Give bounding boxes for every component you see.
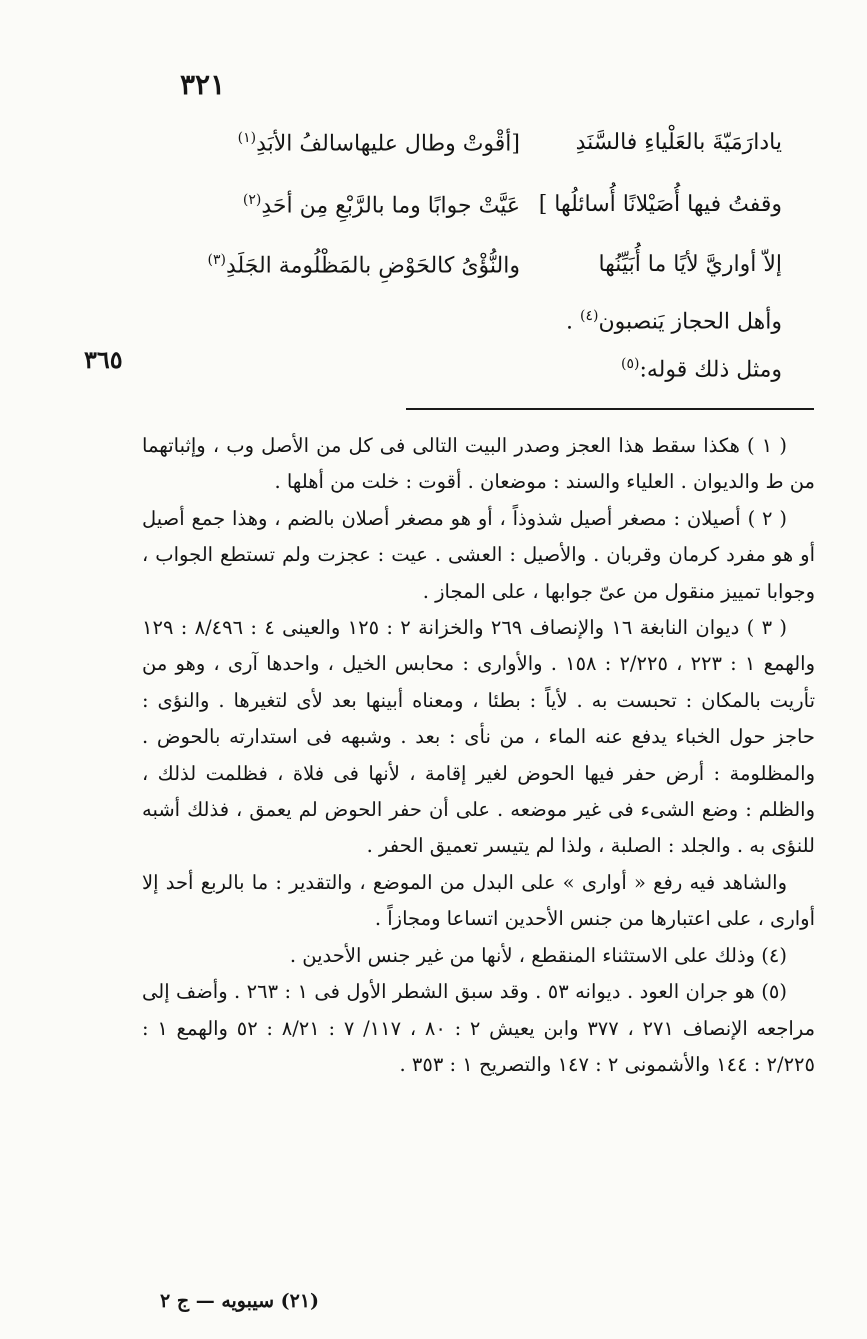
margin-number: ٣٦٥ bbox=[84, 345, 123, 374]
verse-text: [أقْوتْ وطال عليهاسالفُ الأبَدِ bbox=[256, 131, 520, 157]
prose-text: وأهل الحجاز يَنصبون bbox=[598, 309, 782, 335]
footnote-marker: (٢) bbox=[242, 192, 262, 208]
prose-line bbox=[150, 308, 782, 334]
verse-first-hemistich: وقفتُ فيها أُصَيْلانًا أُسائلُها ] bbox=[538, 192, 782, 217]
verse-second-hemistich bbox=[243, 192, 520, 218]
verse-text: عَيَّتْ جوابًا وما بالرَّبْعِ مِن أحَدِ bbox=[261, 193, 520, 219]
footnote-4: (٤) وذلك على الاستثناء المنقطع ، لأنها من غير جنس الأحدين . bbox=[289, 943, 787, 967]
verse-line bbox=[150, 130, 782, 174]
footnotes-section bbox=[142, 428, 815, 1083]
verse-first-hemistich: يادارَمَيّةَ بالعَلْياءِ فالسَّنَدِ bbox=[575, 130, 782, 155]
verse-text: والنُّؤْىُ كالحَوْضِ بالمَظْلُومة الجَلَدِ bbox=[225, 253, 520, 279]
footnote-2: ( ٢ ) أصيلان : مصغر أصيل شذوذاً ، أو هو مصغر أصلان بالضم ، وهذا جمع أصيل أو هو مفرد كرمان وقربان . والأصيل : العشى . عيت : عجزت ولم تستطع الجواب ، وجوابا تمييز منقول من عىّ جوابها ، على المجاز . bbox=[142, 506, 815, 603]
footnote-marker: (٥) bbox=[621, 356, 640, 372]
footnote-separator-rule bbox=[406, 408, 814, 410]
verse-second-hemistich bbox=[238, 130, 520, 156]
page-footer: (٢١) سيبويه — ج ٢ bbox=[160, 1290, 320, 1312]
verse-line bbox=[150, 252, 782, 296]
footnote-marker: (٣) bbox=[207, 252, 226, 268]
prose-tail: . bbox=[566, 309, 580, 335]
footnote-marker: (١) bbox=[237, 130, 257, 146]
prose-line bbox=[150, 356, 782, 382]
footnote-1: ( ١ ) هكذا سقط هذا العجز وصدر البيت التالى فى كل من الأصل وب ، وإثباتهما من ط والديوان . العلياء والسند : موضعان . أقوت : خلت من أهلها . bbox=[142, 434, 815, 494]
verse-second-hemistich bbox=[207, 252, 520, 278]
verse-first-hemistich: إلاّ أواريَّ لأيًا ما أُبَيِّنُها bbox=[598, 252, 782, 277]
footnote-3-continuation: والشاهد فيه رفع « أوارى » على البدل من الموضع ، والتقدير : ما بالربع أحد إلا أوارى ، على اعتبارها من جنس الأحدين اتساعا ومجازاً . bbox=[142, 870, 815, 931]
prose-text: ومثل ذلك قوله: bbox=[639, 357, 782, 383]
footnote-3: ( ٣ ) ديوان النابغة ١٦ والإنصاف ٢٦٩ والخزانة ٢ : ١٢٥ والعينى ٤ : ٨/٤٩٦ : ١٢٩ والهمع ١ : ٢٢٣ ، ٢/٢٢٥ : ١٥٨ . والأوارى : محابس الخيل ، واحدها آرى ، وهو من تأريت بالمكان : تحبست به . لأياً : بطئا ، ومعناه أبينها بعد لأى لتغيرها . والنؤى : حاجز حول الخباء يدفع عنه الماء ، من نأى : بعد . وشبهه فى استدارته بالحوض . والمظلومة : أرض حفر فيها الحوض لغير إقامة ، لأنها فى فلاة ، فظلمت لذلك ، والظلم : وضع الشىء فى غير موضعه . على أن حفر الحوض لم يعمق ، فذلك أشبه للنؤى به . والجلد : الصلبة ، ولذا لم يتيسر تعميق الحفر . bbox=[142, 616, 815, 858]
page-number: ٣٢١ bbox=[180, 68, 226, 101]
footnote-marker: (٤) bbox=[580, 308, 599, 324]
verse-line bbox=[150, 192, 782, 236]
footnote-5: (٥) هو جران العود . ديوانه ٥٣ . وقد سبق الشطر الأول فى ١ : ٢٦٣ . وأضف إلى مراجعه الإنصاف ٢٧١ ، ٣٧٧ وابن يعيش ٢ : ٨٠ ، ١١٧/ ٧ : ٨/٢١ : ٥٢ والهمع ١ : ٢/٢٢٥ : ١٤٤ والأشمونى ٢ : ١٤٧ والتصريح ١ : ٣٥٣ . bbox=[142, 980, 816, 1076]
